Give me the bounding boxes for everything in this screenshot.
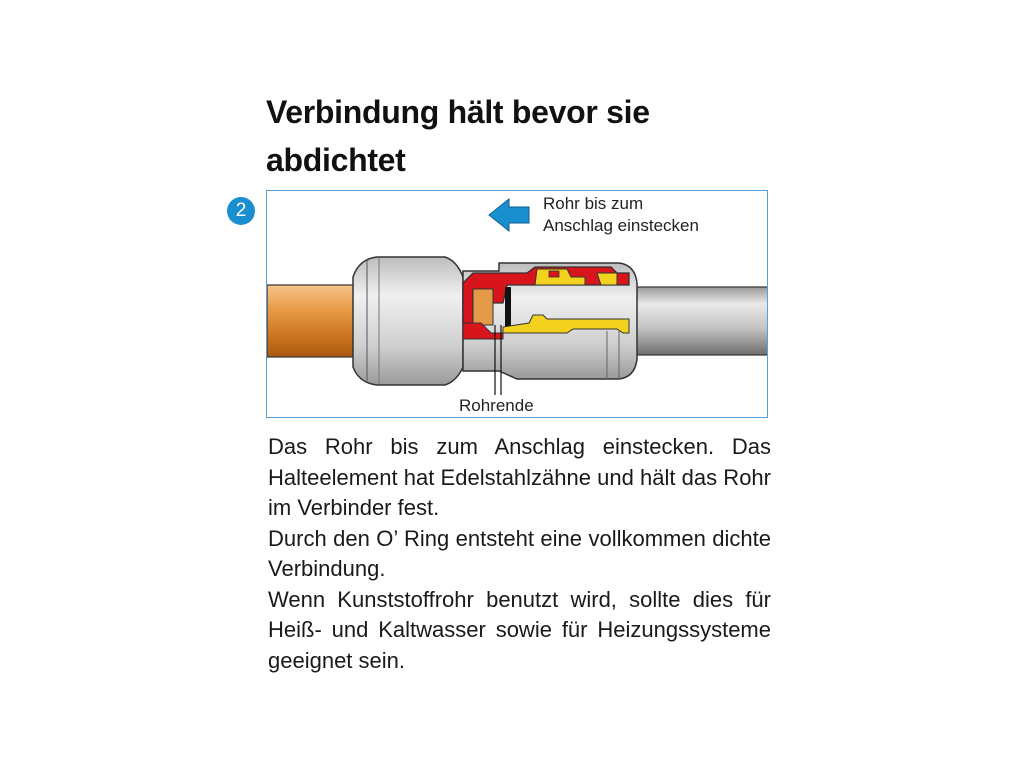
description-paragraph-1: Das Rohr bis zum Anschlag einstecken. Das Halteelement hat Edelstahlzähne und hält das Rohr im Verbinder fest.	[268, 434, 771, 520]
insert-label	[543, 193, 699, 237]
fitting-body-left	[353, 257, 463, 385]
insert-direction-arrow	[489, 199, 529, 231]
description-paragraph-3: Wenn Kunststoffrohr benutzt wird, sollte dies für Heiß- und Kaltwasser sowie für Heizungssysteme geeignet sein.	[268, 586, 771, 673]
insert-label-line-2: Anschlag einstecken	[543, 216, 699, 235]
description-paragraph-2: Durch den O’ Ring entsteht eine vollkommen dichte Verbindung.	[268, 525, 771, 581]
title-line-2: abdichtet	[266, 142, 406, 178]
copper-pipe	[267, 285, 363, 357]
insert-label-line-1: Rohr bis zum	[543, 194, 644, 213]
o-ring	[505, 287, 511, 329]
title-line-1: Verbindung hält bevor sie	[266, 94, 650, 130]
pipe-end-label: Rohrende	[459, 396, 534, 415]
page-title	[266, 88, 786, 184]
description-text	[268, 432, 771, 676]
step-number-badge: 2	[227, 197, 255, 225]
